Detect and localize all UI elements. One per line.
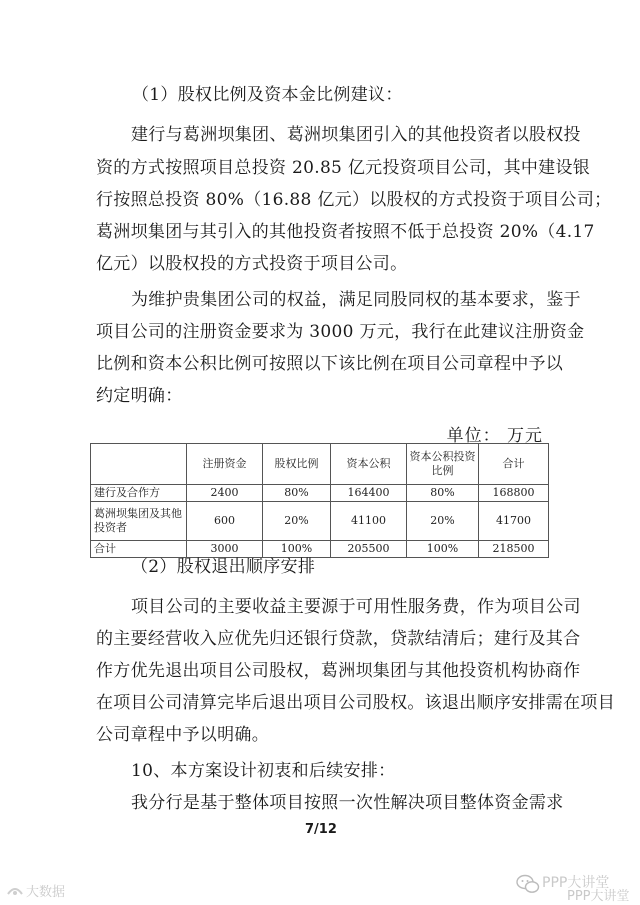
table-cell: 80%: [263, 485, 331, 502]
table-cell: 20%: [407, 502, 479, 541]
watermark-right: PPP大讲堂: [542, 875, 610, 891]
equity-table: [90, 443, 549, 558]
section1-para1-line: 资的方式按照项目总投资 20.85 亿元投资项目公司，其中建设银: [96, 158, 591, 178]
section1-para2-line: 约定明确：: [96, 386, 183, 406]
table-header-cell: 资本公积: [331, 444, 407, 485]
table-header-row: [91, 444, 549, 485]
table-cell: 合计: [91, 541, 187, 558]
table-cell: 80%: [407, 485, 479, 502]
watermark-logo-icon: [6, 882, 24, 902]
table-cell: 600: [187, 502, 263, 541]
table-cell: 100%: [263, 541, 331, 558]
section1-para2-line: 为维护贵集团公司的权益，满足同股同权的基本要求，鉴于: [131, 290, 581, 310]
watermark-right-shadow: PPP大讲堂: [567, 889, 630, 904]
section1-para1-line: 亿元）以股权投的方式投资于项目公司。: [96, 254, 408, 274]
table-cell: 2400: [187, 485, 263, 502]
section2-para-line: 作方优先退出项目公司股权，葛洲坝集团与其他投资机构协商作: [96, 661, 581, 681]
section1-para1-line: 行按照总投资 80%（16.88 亿元）以股权的方式投资于项目公司；: [96, 190, 612, 210]
section1-para1-line: 建行与葛洲坝集团、葛洲坝集团引入的其他投资者以股权投: [131, 125, 581, 145]
table-header-cell: 注册资金: [187, 444, 263, 485]
wechat-icon: [516, 873, 540, 899]
section1-para2-line: 比例和资本公积比例可按照以下该比例在项目公司章程中予以: [96, 354, 564, 374]
section2-para-line: 的主要经营收入应优先归还银行贷款，贷款结清后；建行及其合: [96, 629, 581, 649]
table-header-cell: 合计: [479, 444, 549, 485]
table-header-cell: 股权比例: [263, 444, 331, 485]
table-cell: 41700: [479, 502, 549, 541]
table-cell: 葛洲坝集团及其他投资者: [91, 502, 187, 541]
table-header-cell: [91, 444, 187, 485]
section1-heading: （1）股权比例及资本金比例建议：: [132, 85, 403, 105]
table-cell: 3000: [187, 541, 263, 558]
section10-para-line: 我分行是基于整体项目按照一次性解决项目整体资金需求: [131, 793, 564, 813]
table-header-cell: 资本公积投资比例: [407, 444, 479, 485]
table-row: [91, 502, 549, 541]
table-cell: 218500: [479, 541, 549, 558]
page-number: 7/12: [305, 822, 337, 837]
section2-para-line: 项目公司的主要收益主要源于可用性服务费，作为项目公司: [131, 597, 581, 617]
section2-para-line: 在项目公司清算完毕后退出项目公司股权。该退出顺序安排需在项目: [96, 693, 615, 713]
table-cell: 100%: [407, 541, 479, 558]
section1-para1-line: 葛洲坝集团与其引入的其他投资者按照不低于总投资 20%（4.17: [96, 222, 595, 242]
section2-para-line: 公司章程中予以明确。: [96, 725, 269, 745]
section1-para2-line: 项目公司的注册资金要求为 3000 万元，我行在此建议注册资金: [96, 322, 585, 342]
table-cell: 168800: [479, 485, 549, 502]
table-row: [91, 485, 549, 502]
table-cell: 205500: [331, 541, 407, 558]
table-cell: 164400: [331, 485, 407, 502]
watermark-left: 大数据: [26, 885, 66, 900]
table-unit-label: 单位： 万元: [446, 426, 543, 446]
table-cell: 建行及合作方: [91, 485, 187, 502]
table-row: [91, 541, 549, 558]
section2-heading: （2）股权退出顺序安排: [131, 557, 316, 577]
table-cell: 41100: [331, 502, 407, 541]
table-cell: 20%: [263, 502, 331, 541]
section10-heading: 10、本方案设计初衷和后续安排：: [131, 761, 396, 781]
